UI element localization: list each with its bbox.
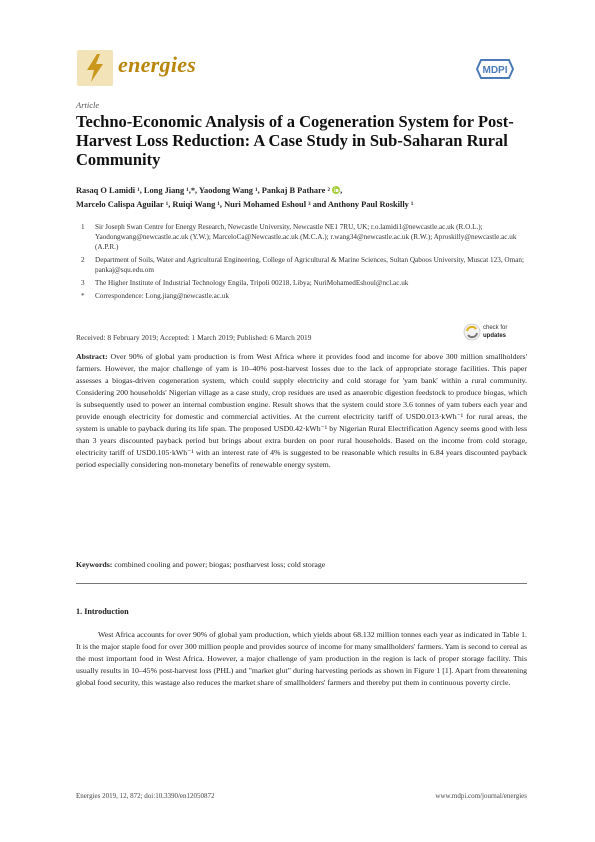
publication-dates: Received: 8 February 2019; Accepted: 1 March 2019; Published: 6 March 2019: [76, 333, 312, 342]
mdpi-logo-icon: [473, 56, 517, 82]
energies-logo-icon: [77, 50, 113, 86]
keywords-label: Keywords:: [76, 560, 113, 569]
footer-journal-url[interactable]: www.mdpi.com/journal/energies: [435, 792, 527, 800]
correspondence: * Correspondence: Long.jiang@newcastle.ac.uk: [81, 292, 229, 300]
abstract-label: Abstract:: [76, 352, 108, 361]
abstract: [76, 351, 527, 471]
author-line-1: Rasaq O Lamidi ¹, Long Jiang ¹,*, Yaodong Wang ¹, Pankaj B Pathare ² ,: [76, 184, 526, 198]
footer-citation: Energies 2019, 12, 872; doi:10.3390/en12050872: [76, 792, 215, 800]
author-list: [76, 184, 526, 211]
affiliation-1: 1 Sir Joseph Swan Centre for Energy Research, Newcastle University, Newcastle NE1 7RU, UK; r.o.lamidi1@newcastle.ac.uk (R.O.L.); Yaodongwang@newcastle.ac.uk (Y.W.); MarceloCa@Newcastle.ac.uk (M.C.A.); r.wang34@newcastle.ac.uk (R.W.); Aproskilly@newcastle.ac.uk (A.P.R.): [81, 223, 517, 251]
affiliation-3: 3 The Higher Institute of Industrial Technology Engila, Tripoli 00218, Libya; NuriMohamedEshoul@ncl.ac.uk: [81, 279, 409, 287]
keywords-text: combined cooling and power; biogas; postharvest loss; cold storage: [114, 560, 326, 569]
affiliations: [76, 222, 526, 301]
section-heading-introduction: 1. Introduction: [76, 607, 129, 616]
section-divider: [76, 583, 527, 584]
abstract-text: Over 90% of global yam production is from West Africa where it provides food and income for above 300 million smallholders' farmers. However, the major challenge of yam is 10–40% post-harvest losses due to the lack of appropriate storage facilities. This paper assesses a biogas-driven cogeneration system, which could supply electricity and cold storage for 'yam bank' within a rural community. Considering 200 households' Nigerian village as a case study, crop residues are used as anaerobic digestion feedstock to produce biogas, which is subsequently used to power an internal combustion engine. Result shows that the system could store 3.6 tonnes of yam tubers each year and provide enough electricity for domestic and commercial activities. At the current electricity tariff of USD0.013·kWh⁻¹ for rural areas, the system is unable to payback during its life span. The proposed USD0.42·kWh⁻¹ by Nigerian Rural Electrification Agency seems good with less than 3 years discounted payback period but brings about extra burden on poor rural households. Based on the income from cold storage, electricity tariff of USD0.105·kWh⁻¹ with an interest rate of 4% is suggested to be reasonable which results in 6.84 years discounted payback period especially considering non-monetary benefits of renewable energy system.: [76, 352, 527, 470]
paper-title: Techno-Economic Analysis of a Cogeneration System for Post-Harvest Loss Reduction: A Case Study in Sub-Saharan Rural Community: [76, 112, 514, 169]
affiliation-2: 2 Department of Soils, Water and Agricultural Engineering, College of Agricultural & Marine Sciences, Sultan Qaboos University, Muscat 123, Oman; pankaj@squ.edu.om: [81, 256, 524, 274]
author-line-2: Marcelo Calispa Aguilar ¹, Ruiqi Wang ¹, Nuri Mohamed Eshoul ³ and Anthony Paul Roskilly ¹: [76, 200, 414, 209]
mdpi-logo-text: MDPI: [482, 65, 508, 76]
keywords: [76, 560, 526, 569]
check-updates-icon: [463, 322, 481, 347]
journal-name: energies: [118, 52, 197, 77]
check-for-updates-badge[interactable]: check for updates: [463, 322, 527, 344]
introduction-paragraph: West Africa accounts for over 90% of global yam production, which yields about 68.132 million tonnes each year as indicated in Table 1. It is the major staple food for over 300 million people and provides source of income for many smallholders' farmers. Yam is second to cereal as the most important food in West Africa. However, a major challenge of yam production in the region is lack of proper storage facility. This usually results in 10–45% post-harvest loss (PHL) and "market glut" during harvesting periods as shown in Figure 1 [1]. Apart from threatening global food security, this wastage also reduces the market share of smallholders' farmers and thereby put them in continuous poverty circle.: [76, 630, 527, 688]
article-type: Article: [76, 100, 100, 110]
orcid-icon[interactable]: [332, 185, 340, 198]
